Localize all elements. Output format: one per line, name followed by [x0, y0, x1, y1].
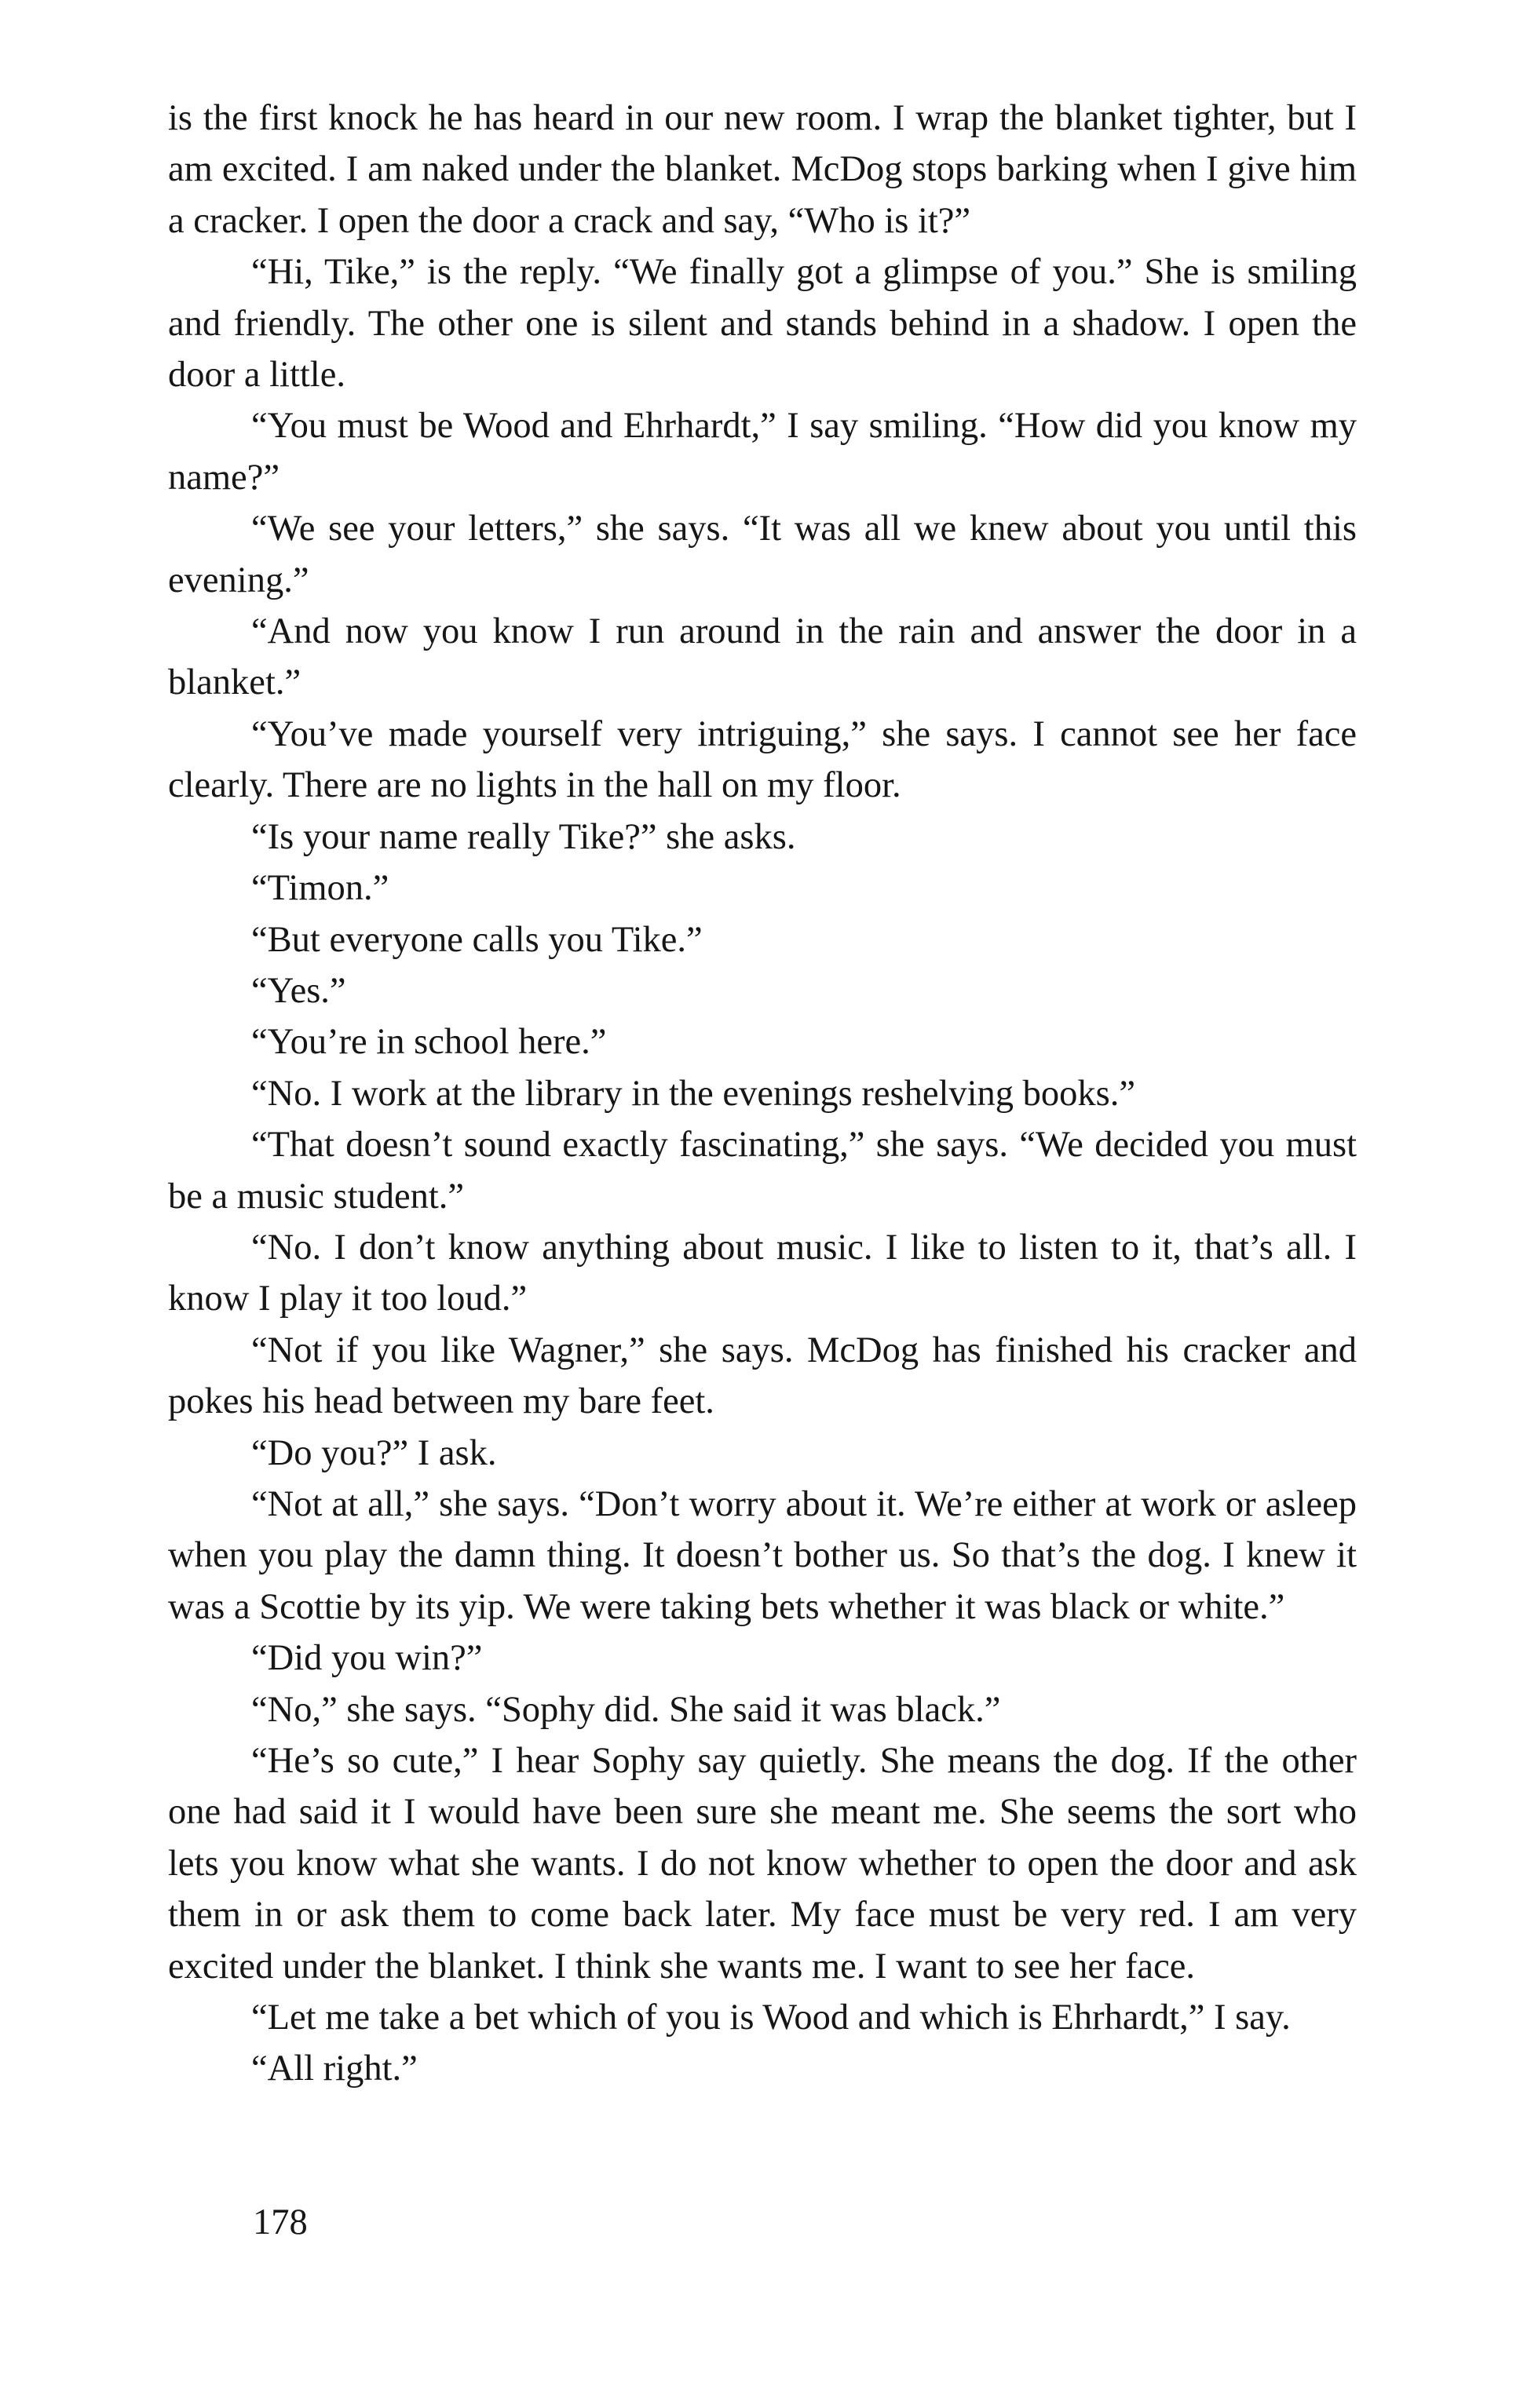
- paragraph: “All right.”: [251, 2049, 418, 2089]
- paragraph: “You’ve made yourself very intriguing,” she says. I cannot see her face clearly. There are no lights in the hall on my floor.: [168, 713, 1357, 806]
- paragraph: “We see your letters,” she says. “It was all we knew about you until this evening.”: [168, 509, 1357, 600]
- paragraph: “No. I don’t know anything about music. I like to listen to it, that’s all. I know I play it too loud.”: [168, 1227, 1357, 1319]
- paragraph: “Do you?” I ask.: [251, 1432, 497, 1473]
- paragraph: “Yes.”: [251, 970, 346, 1011]
- paragraph: “But everyone calls you Tike.”: [251, 919, 703, 960]
- paragraph: “Timon.”: [251, 868, 389, 909]
- paragraph: “Not if you like Wagner,” she says. McDog has finished his cracker and pokes his head between my bare feet.: [168, 1330, 1357, 1422]
- body-text: [168, 93, 1357, 2095]
- paragraph: “Hi, Tike,” is the reply. “We finally got a glimpse of you.” She is smiling and friendly. The other one is silent and stands behind in a shadow. I open the door a little.: [168, 252, 1357, 396]
- paragraph: “No. I work at the library in the evenings reshelving books.”: [251, 1073, 1136, 1114]
- paragraph: “You’re in school here.”: [251, 1022, 607, 1063]
- paragraph: “Is your name really Tike?” she asks.: [251, 816, 796, 857]
- paragraph: “He’s so cute,” I hear Sophy say quietly. She means the dog. If the other one had said it I would have been sure she meant me. She seems the sort who lets you know what she wants. I do not know whether to open the door and ask them in or ask them to come back later. My face must be very red. I am very excited under the blanket. I think she wants me. I want to see her face.: [168, 1741, 1357, 1987]
- paragraph: “No,” she says. “Sophy did. She said it was black.”: [251, 1689, 1001, 1730]
- paragraph: is the first knock he has heard in our new room. I wrap the blanket tighter, but I am excited. I am naked under the blanket. McDog stops barking when I give him a cracker. I open the door a crack and say, “Who is it?”: [168, 98, 1357, 241]
- paragraph: “And now you know I run around in the rain and answer the door in a blanket.”: [168, 611, 1357, 703]
- paragraph: “Did you win?”: [251, 1638, 483, 1679]
- paragraph: “Let me take a bet which of you is Wood and which is Ehrhardt,” I say.: [251, 1998, 1291, 2038]
- paragraph: “You must be Wood and Ehrhardt,” I say smiling. “How did you know my name?”: [168, 406, 1357, 498]
- page-number: 178: [253, 2202, 308, 2242]
- paragraph: “Not at all,” she says. “Don’t worry about it. We’re either at work or asleep when you play the damn thing. It doesn’t bother us. So that’s the dog. I knew it was a Scottie by its yip. We were taking bets whether it was black or white.”: [168, 1483, 1357, 1627]
- paragraph: “That doesn’t sound exactly fascinating,” she says. “We decided you must be a music student.”: [168, 1125, 1357, 1217]
